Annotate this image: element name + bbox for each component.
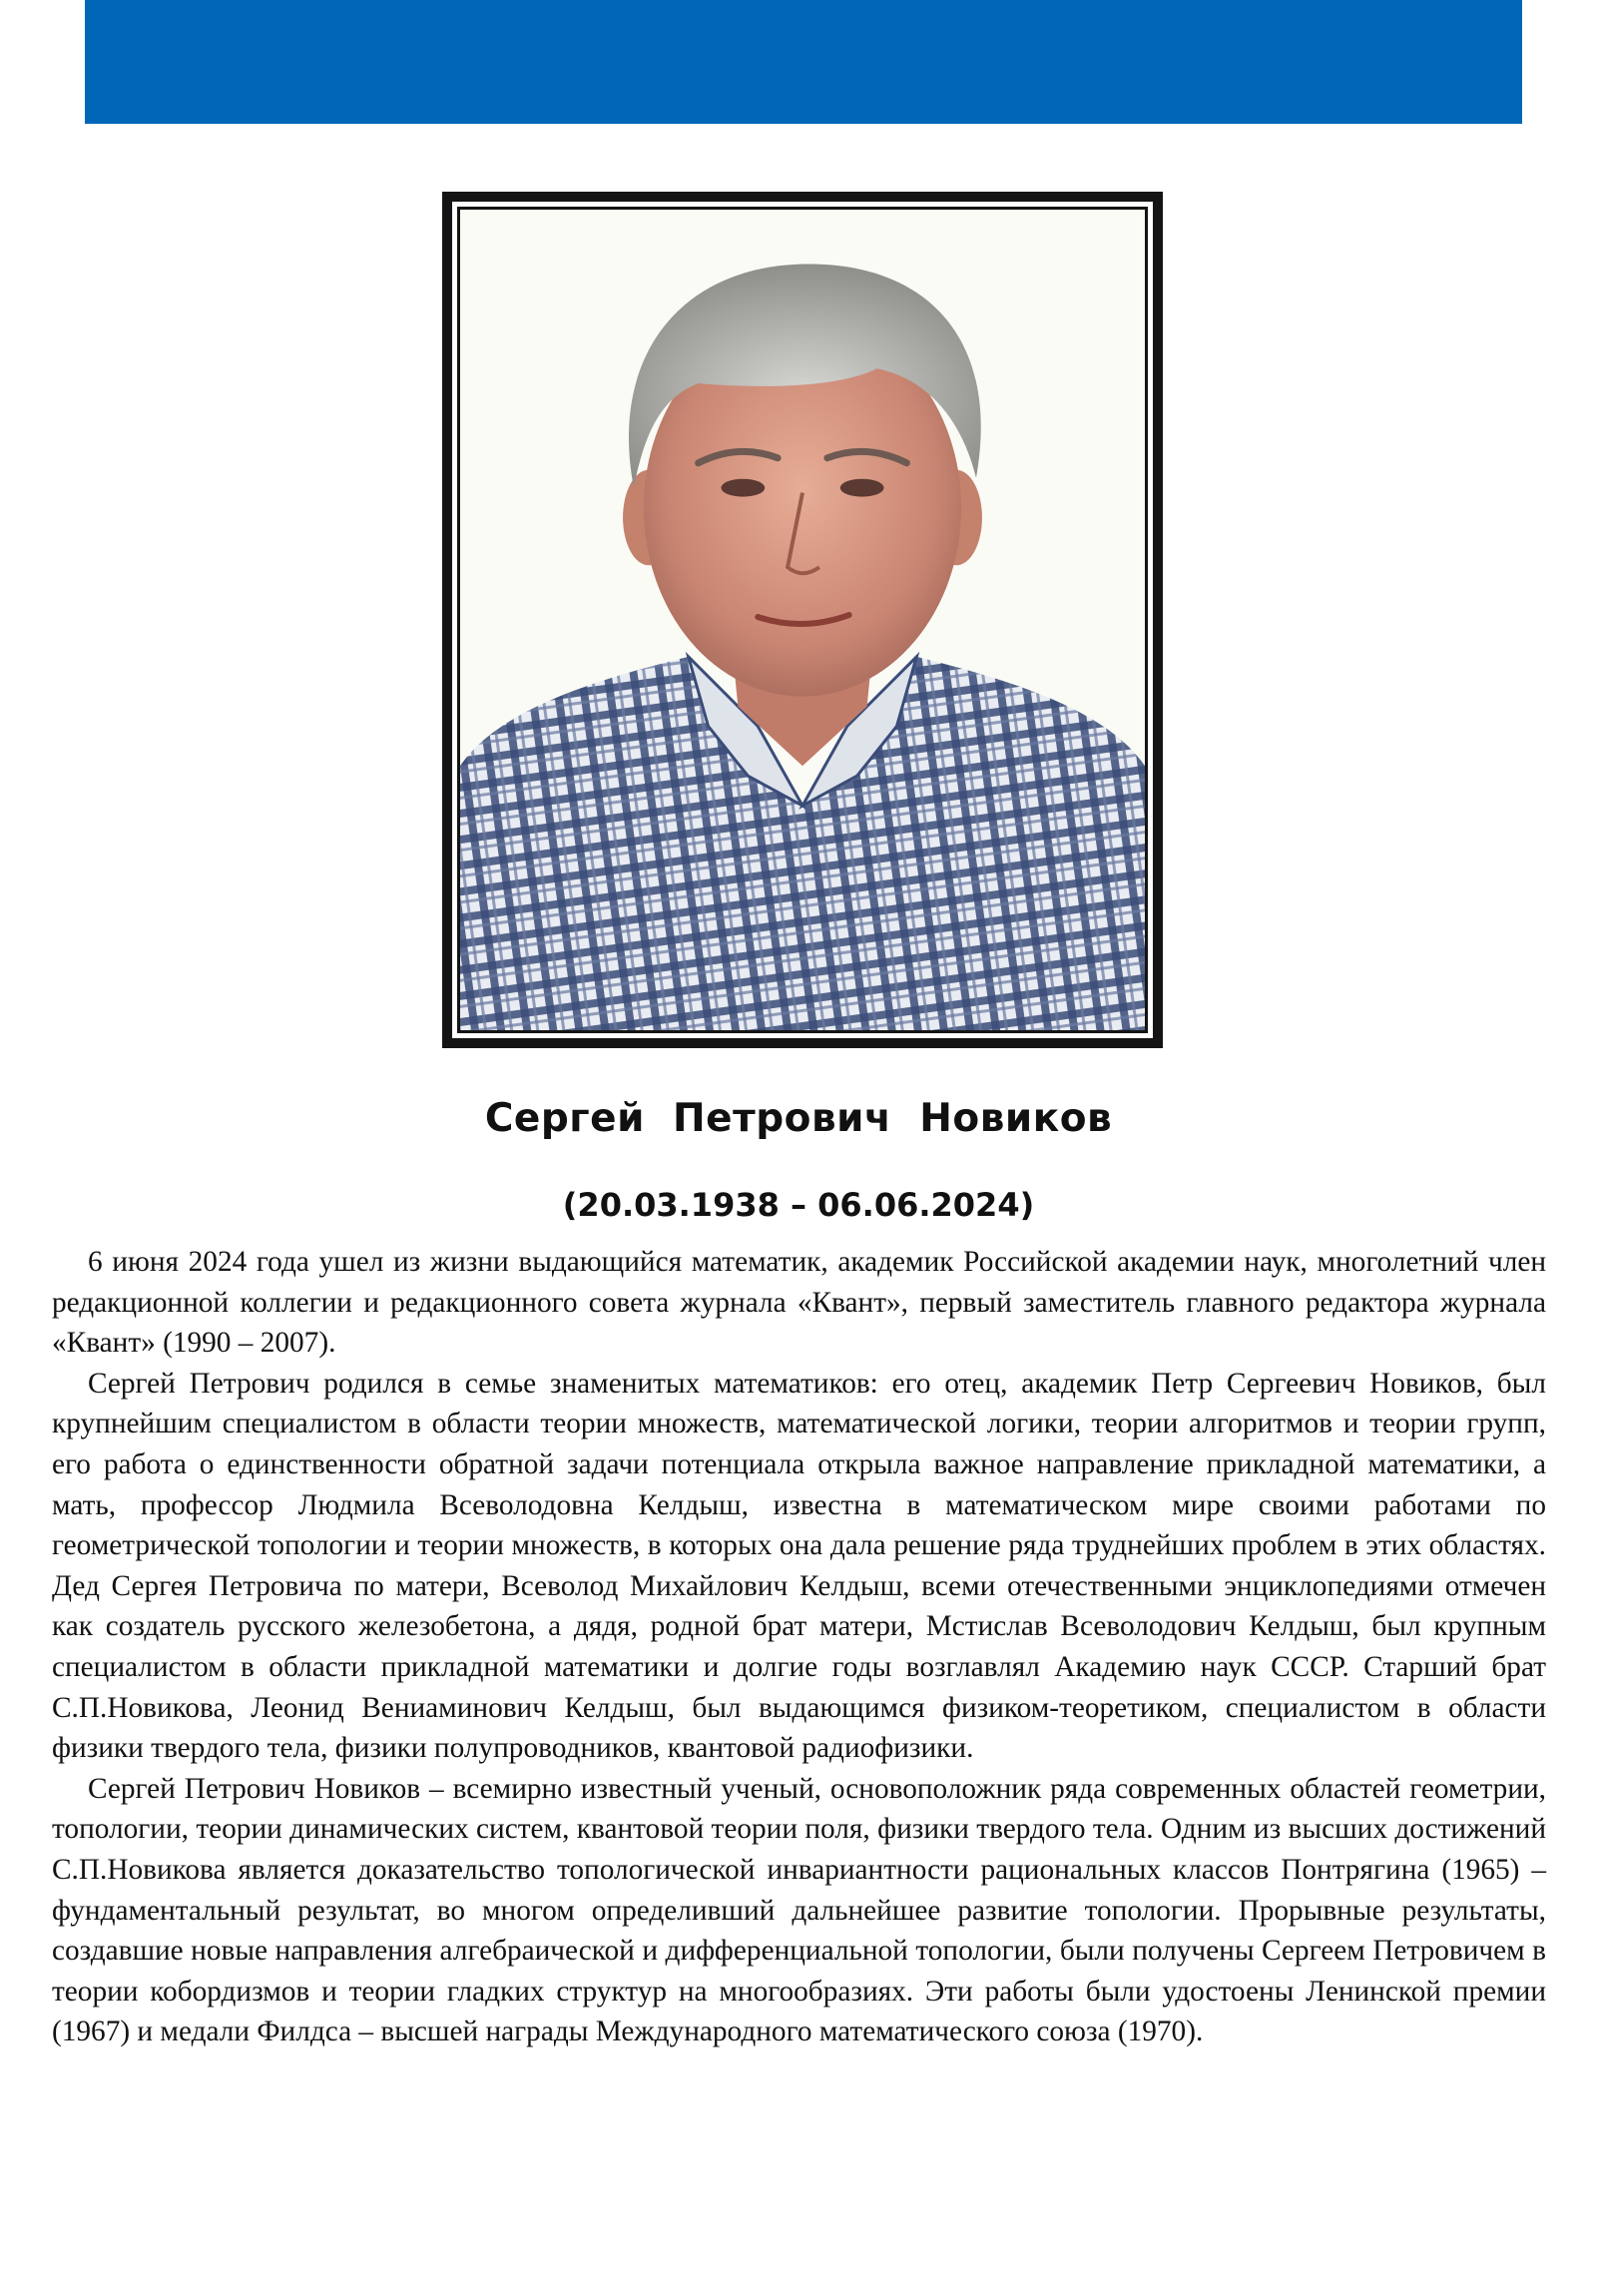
portrait-photo (460, 210, 1145, 1030)
obituary-article (52, 1242, 1546, 2052)
header-color-bar (85, 0, 1522, 124)
portrait-frame (442, 192, 1163, 1048)
person-name: Сергей Петрович Новиков (484, 1096, 1113, 1141)
article-paragraph: Сергей Петрович родился в семье знаменитых математиков: его отец, академик Петр Сергеевич Новиков, был крупнейшим специалистом в области теории множеств, математической логики, теории алгоритмов и теории групп, его работа о единственности обратной задачи потенциала открыла важное направление прикладной математики, а мать, профессор Людмила Всеволодовна Келдыш, известна в математическом мире своими работами по геометрической топологии и теории множеств, в которых она дала решение ряда труднейших проблем в этих областях. Дед Сергея Петровича по матери, Всеволод Михайлович Келдыш, всеми отечественными энциклопедиями отмечен как создатель русского железобетона, а дядя, родной брат матери, Мстислав Всеволодович Келдыш, был крупным специалистом в области прикладной математики и долгие годы возглавлял Академию наук СССР. Старший брат С.П.Новикова, Леонид Вениаминович Келдыш, был выдающимся физиком-теоретиком, специалистом в области физики твердого тела, физики полупроводников, квантовой радиофизики. (52, 1367, 1546, 1765)
article-paragraph: 6 июня 2024 года ушел из жизни выдающийся математик, академик Российской академии наук, многолетний член редакционной коллегии и редакционного совета журнала «Квант», первый заместитель главного редактора журнала «Квант» (1990 – 2007). (52, 1246, 1546, 1360)
life-dates: (20.03.1938 – 06.06.2024) (562, 1186, 1035, 1224)
article-paragraph: Сергей Петрович Новиков – всемирно известный ученый, основоположник ряда современных областей геометрии, топологии, теории динамических систем, квантовой теории поля, физики твердого тела. Одним из высших достижений С.П.Новикова является доказательство топологической инвариантности рациональных классов Понтрягина (1965) – фундаментальный результат, во многом определивший дальнейшее развитие топологии. Прорывные результаты, создавшие новые направления алгебраической и дифференциальной топологии, были получены Сергеем Петровичем в теории кобордизмов и теории гладких структур на многообразиях. Эти работы были удостоены Ленинской премии (1967) и медали Филдса – высшей награды Международного математического союза (1970). (52, 1772, 1546, 2048)
